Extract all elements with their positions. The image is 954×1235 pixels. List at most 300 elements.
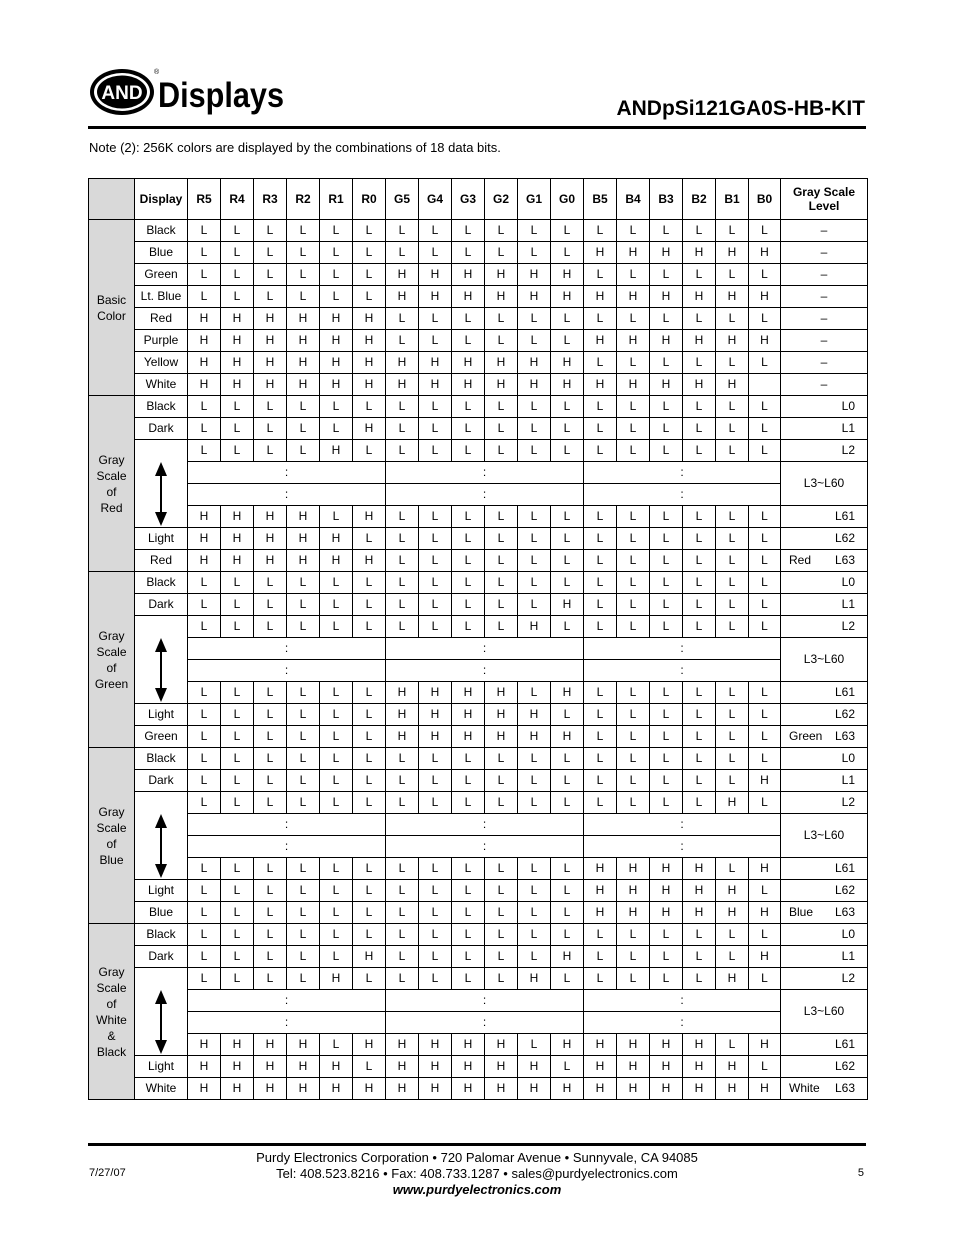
bit-cell: L [287,264,320,286]
bit-cell: L [650,792,683,814]
bit-cell: L [584,550,617,572]
level-value: – [820,377,828,391]
bit-cell: L [650,770,683,792]
ellipsis-cell: : [386,1012,584,1034]
column-header: G1 [518,179,551,220]
bit-cell: L [749,352,781,374]
group-label-line: White [96,1012,127,1027]
bit-cell: L [188,396,221,418]
bit-cell: L [551,440,584,462]
bit-cell: L [188,858,221,880]
ellipsis-cell: : [584,462,781,484]
bit-cell: H [221,352,254,374]
bit-cell: L [188,616,221,638]
bit-cell: L [716,594,749,616]
bit-cell: H [254,308,287,330]
column-header: Gray Scale Level [781,179,868,220]
bit-cell: L [254,748,287,770]
bit-cell: H [584,858,617,880]
gray-level-cell [781,594,868,616]
column-header: R1 [320,179,353,220]
bit-cell: L [452,770,485,792]
bit-cell: L [716,616,749,638]
group-label [89,572,135,748]
bit-cell: L [485,396,518,418]
bit-cell: L [683,770,716,792]
bit-cell: L [188,946,221,968]
bit-cell: L [320,506,353,528]
bit-cell: L [188,902,221,924]
group-label-line: Scale [96,820,127,835]
bit-cell: L [485,594,518,616]
bit-cell: H [320,550,353,572]
bit-cell: L [650,418,683,440]
level-value: – [820,267,828,281]
bit-cell: L [320,704,353,726]
bit-cell: H [749,242,781,264]
level-value: L63 [834,905,855,919]
bit-cell: L [386,880,419,902]
bit-cell: L [221,770,254,792]
bit-cell: H [683,374,716,396]
bit-cell: L [716,264,749,286]
bit-cell: L [320,396,353,418]
ellipsis-cell: : [188,660,386,682]
table-row-ellipsis [89,836,868,858]
table-row [89,550,868,572]
bit-cell: H [683,858,716,880]
level-value: L61 [834,685,855,699]
table-row-ellipsis [89,990,868,1012]
bit-cell: L [716,704,749,726]
bit-cell: L [287,418,320,440]
footer-website-link[interactable]: www.purdyelectronics.com [392,1182,562,1197]
bit-cell: L [221,594,254,616]
bit-cell: H [617,1078,650,1100]
bit-cell: L [584,440,617,462]
group-label-lines [89,452,134,516]
bit-cell: H [188,1056,221,1078]
group-label-line: Scale [96,980,127,995]
bit-cell: L [584,528,617,550]
bit-cell: L [287,946,320,968]
level-value: L0 [841,575,855,589]
and-displays-logo [88,66,288,118]
bit-cell: H [221,1078,254,1100]
arrow-cell [135,638,188,704]
bit-cell: L [188,594,221,616]
display-cell: Dark [135,594,188,616]
gray-level-cell [781,858,868,880]
display-cell [135,968,188,990]
bit-cell: H [287,550,320,572]
level-value: L61 [834,509,855,523]
display-cell [135,792,188,814]
bit-cell: L [749,968,781,990]
bit-cell: H [584,902,617,924]
bit-cell: H [716,902,749,924]
bit-cell: H [584,242,617,264]
bit-cell: L [254,396,287,418]
bit-cell: L [254,682,287,704]
bit-cell: H [551,946,584,968]
bit-cell: H [683,242,716,264]
bit-cell: H [419,682,452,704]
bit-cell: H [287,528,320,550]
bit-cell: H [518,1056,551,1078]
model-number: ANDpSi121GA0S-HB-KIT [616,97,865,120]
bit-cell: L [551,418,584,440]
bit-cell: H [419,726,452,748]
bit-cell: L [650,264,683,286]
bit-cell: L [254,968,287,990]
bit-cell: L [254,572,287,594]
bit-cell: L [485,770,518,792]
display-cell: Dark [135,418,188,440]
ellipsis-cell: : [386,638,584,660]
table-row [89,528,868,550]
bit-cell: L [683,220,716,242]
bit-cell: H [353,352,386,374]
bit-cell: L [518,880,551,902]
bit-cell: H [584,286,617,308]
bit-cell: H [419,704,452,726]
bit-cell: L [584,946,617,968]
bit-cell: L [716,748,749,770]
bit-cell: L [683,418,716,440]
ellipsis-cell: : [188,814,386,836]
level-value: – [820,223,828,237]
table-row [89,770,868,792]
bit-cell: L [221,572,254,594]
bit-cell: L [419,594,452,616]
bit-cell: H [551,594,584,616]
bit-cell: L [683,924,716,946]
bit-cell: H [485,1034,518,1056]
bit-cell: L [386,902,419,924]
bit-cell: L [650,682,683,704]
ellipsis-cell: : [584,836,781,858]
bit-cell: L [221,616,254,638]
bit-cell: L [353,748,386,770]
ellipsis-cell: : [386,990,584,1012]
bit-cell: L [254,880,287,902]
bit-cell: L [320,286,353,308]
table-row [89,418,868,440]
bit-cell: H [221,506,254,528]
level-value: – [820,289,828,303]
gray-level-cell [781,880,868,902]
bit-cell: L [419,308,452,330]
bit-cell: L [716,924,749,946]
column-header: B2 [683,179,716,220]
column-header: R3 [254,179,287,220]
level-value: L0 [841,751,855,765]
ellipsis-cell: : [386,462,584,484]
bit-cell: H [254,1078,287,1100]
table-row [89,242,868,264]
table-row [89,264,868,286]
bit-cell: L [485,418,518,440]
bit-cell: H [353,1078,386,1100]
svg-text:®: ® [154,69,160,76]
bit-cell: H [254,374,287,396]
table-row [89,308,868,330]
bit-cell: L [320,858,353,880]
bit-cell: H [650,902,683,924]
table-row [89,594,868,616]
bit-cell: L [716,682,749,704]
bit-cell: L [287,770,320,792]
bit-cell: L [254,858,287,880]
bit-cell: L [683,946,716,968]
bit-cell: L [320,902,353,924]
bit-cell: L [749,880,781,902]
bit-cell: L [320,264,353,286]
bit-cell: L [551,748,584,770]
bit-cell: L [650,704,683,726]
bit-cell: L [452,418,485,440]
gray-level-cell [781,968,868,990]
bit-cell: H [419,352,452,374]
display-cell: Black [135,220,188,242]
bit-cell: L [221,264,254,286]
bit-cell: H [749,946,781,968]
bit-cell: L [749,220,781,242]
svg-text:Displays: Displays [158,76,284,115]
bit-cell: H [716,968,749,990]
bit-cell: L [188,968,221,990]
bit-cell: L [485,616,518,638]
bit-cell: H [485,286,518,308]
ellipsis-cell: : [584,638,781,660]
bit-cell: H [320,528,353,550]
bit-cell: L [551,770,584,792]
bit-cell: L [320,682,353,704]
bit-cell: L [386,330,419,352]
bit-cell: L [221,242,254,264]
bit-cell: H [650,880,683,902]
page-number: 5 [857,1167,864,1179]
bit-cell: L [650,726,683,748]
bit-cell: L [749,440,781,462]
gray-level-cell [781,704,868,726]
table-row-ellipsis [89,484,868,506]
bit-cell: L [386,792,419,814]
bit-cell: L [419,968,452,990]
column-header: G5 [386,179,419,220]
bit-cell: L [386,418,419,440]
ellipsis-cell: : [584,1012,781,1034]
bit-cell: H [221,1034,254,1056]
bit-cell: L [551,902,584,924]
bit-cell: H [584,374,617,396]
bit-cell: L [551,396,584,418]
bit-cell: L [320,792,353,814]
level-value: – [820,245,828,259]
column-header: G3 [452,179,485,220]
bit-cell: L [485,572,518,594]
bit-cell: L [749,704,781,726]
bit-cell: H [716,330,749,352]
bit-cell: L [518,572,551,594]
bit-cell: H [353,1034,386,1056]
bit-cell: L [716,528,749,550]
bit-cell: L [353,220,386,242]
bit-cell: H [320,374,353,396]
gray-level-cell [781,330,868,352]
level-color-name: White [789,1081,820,1095]
bit-cell: L [419,528,452,550]
bit-cell: H [452,726,485,748]
bit-cell: H [617,1056,650,1078]
bit-cell: L [254,440,287,462]
bit-cell: H [584,330,617,352]
gray-level-cell [781,286,868,308]
bit-cell: L [452,616,485,638]
bit-cell: L [485,792,518,814]
bit-cell: L [386,506,419,528]
bit-cell: H [254,506,287,528]
bit-cell: L [287,726,320,748]
header-rule [88,126,866,129]
bit-cell: L [188,880,221,902]
gray-level-cell [781,506,868,528]
bit-cell: H [716,1056,749,1078]
level-value: L2 [841,795,855,809]
display-cell: Red [135,550,188,572]
bit-cell: L [584,682,617,704]
display-cell: Yellow [135,352,188,374]
bit-cell: H [254,550,287,572]
bit-cell: H [188,352,221,374]
bit-cell: H [452,352,485,374]
gray-level-cell [781,418,868,440]
bit-cell: H [551,264,584,286]
bit-cell: H [320,968,353,990]
bit-cell: L [254,264,287,286]
bit-cell: L [716,396,749,418]
bit-cell: L [683,968,716,990]
bit-cell: H [452,264,485,286]
gray-level-cell [781,682,868,704]
bit-cell: L [386,748,419,770]
group-label-line: of [106,996,117,1011]
bit-cell: L [518,792,551,814]
bit-cell: L [452,880,485,902]
display-cell: Green [135,726,188,748]
ellipsis-cell: : [188,484,386,506]
bit-cell: H [221,550,254,572]
table-row [89,946,868,968]
gray-level-cell [781,374,868,396]
bit-cell: L [353,594,386,616]
bit-cell: L [221,220,254,242]
bit-cell: L [287,286,320,308]
group-label-line: & [107,1028,116,1043]
bit-cell: L [452,858,485,880]
bit-cell: L [683,616,716,638]
column-header: G4 [419,179,452,220]
bit-cell: H [551,1034,584,1056]
bit-cell: H [320,1056,353,1078]
bit-cell: H [221,308,254,330]
bit-cell: L [353,264,386,286]
display-cell: Dark [135,770,188,792]
up-down-arrow-icon [154,990,168,1054]
bit-cell: L [320,946,353,968]
table-row [89,286,868,308]
bit-cell: L [716,572,749,594]
bit-cell: L [518,924,551,946]
bit-cell: H [320,1078,353,1100]
bit-cell: L [551,924,584,946]
group-label-line: Gray [98,964,125,979]
bit-cell: H [188,330,221,352]
bit-cell: L [353,616,386,638]
bit-cell: L [617,352,650,374]
bit-cell: L [485,968,518,990]
bit-cell: L [518,550,551,572]
display-cell: Lt. Blue [135,286,188,308]
bit-cell: H [749,1034,781,1056]
table-row [89,440,868,462]
bit-cell: L [419,770,452,792]
column-header: G0 [551,179,584,220]
bit-cell: L [353,682,386,704]
bit-cell: L [386,242,419,264]
bit-cell: L [353,924,386,946]
ellipsis-cell: : [584,814,781,836]
bit-cell: L [683,550,716,572]
bit-cell: L [650,946,683,968]
level-value: L63 [834,553,855,567]
arrow-cell [135,814,188,880]
display-cell [135,440,188,462]
bit-cell: L [650,220,683,242]
bit-cell: H [353,550,386,572]
group-label-line: Gray [98,804,125,819]
bit-cell: L [188,440,221,462]
bit-cell: H [287,1078,320,1100]
bit-cell: L [650,396,683,418]
bit-cell: H [716,792,749,814]
bit-cell: L [386,946,419,968]
column-header: B4 [617,179,650,220]
bit-cell: H [221,374,254,396]
bit-cell: L [386,770,419,792]
bit-cell: H [485,704,518,726]
bit-cell: L [353,770,386,792]
bit-cell: L [683,726,716,748]
bit-cell: L [320,748,353,770]
bit-cell: H [386,726,419,748]
gray-level-cell: L3~L60 [781,814,868,858]
bit-cell: L [419,946,452,968]
bit-cell: L [650,968,683,990]
bit-cell: L [452,506,485,528]
bit-cell: H [452,1078,485,1100]
display-cell: Light [135,704,188,726]
bit-cell: L [353,858,386,880]
bit-cell: L [353,242,386,264]
table-row [89,1078,868,1100]
bit-cell: H [353,506,386,528]
bit-cell: L [749,792,781,814]
bit-cell: H [419,1078,452,1100]
bit-cell: L [716,308,749,330]
bit-cell: L [584,352,617,374]
